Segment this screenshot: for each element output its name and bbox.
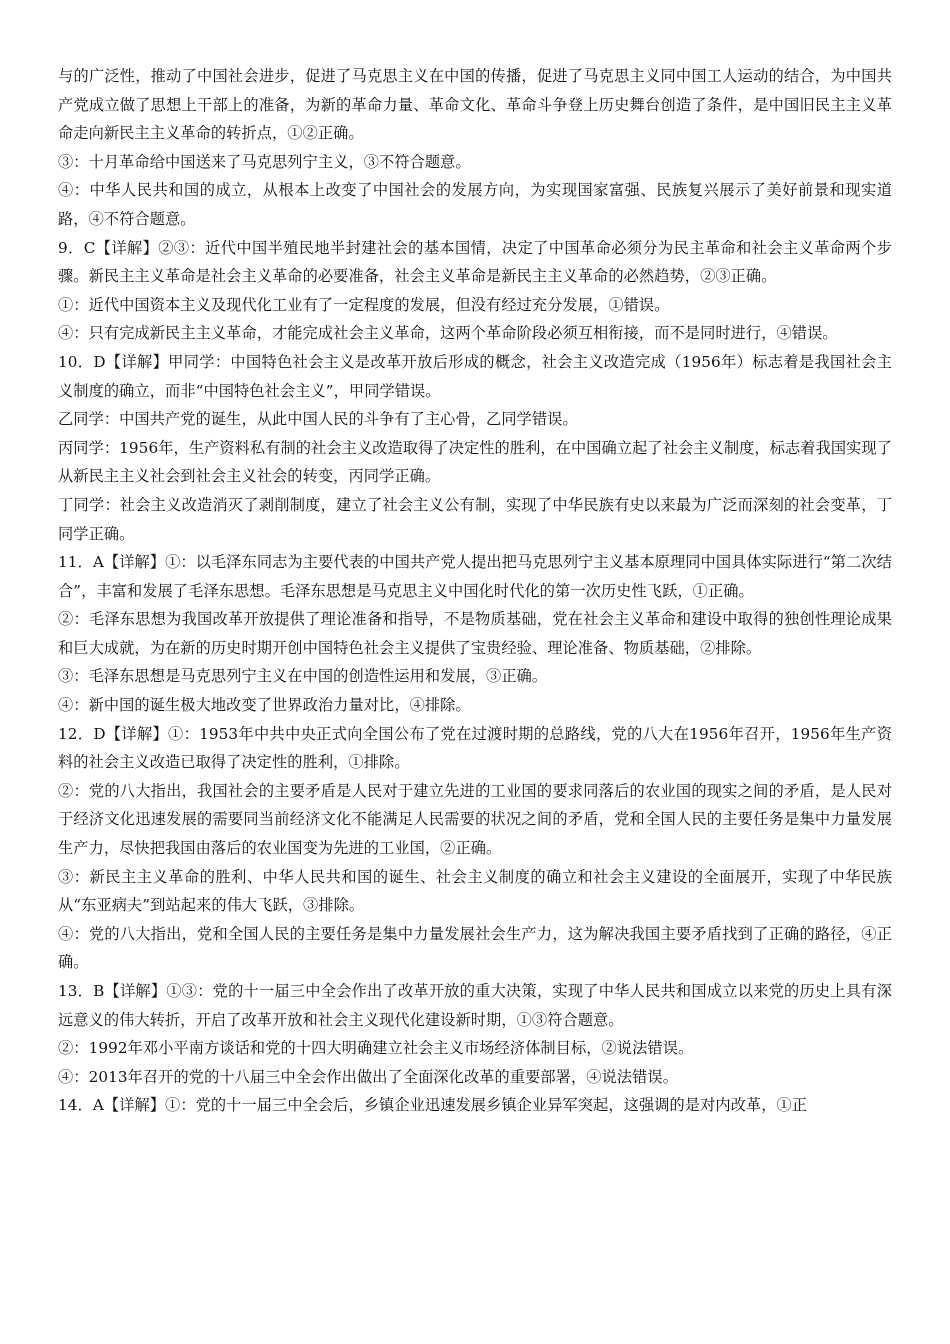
paragraph-q10-student-bing: 丙同学：1956年，生产资料私有制的社会主义改造取得了决定性的胜利，在中国确立起了社会主义制度，标志着我国实现了从新民主主义社会到社会主义社会的转变，丙同学正确。 [58,438,893,486]
paragraph-q8-option-3: ③：十月革命给中国送来了马克思列宁主义，③不符合题意。 [58,152,471,171]
paragraph-q9-answer: 9．C【详解】②③：近代中国半殖民地半封建社会的基本国情，决定了中国革命必须分为民主革命和社会主义革命两个步骤。新民主主义革命是社会主义革命的必要准备，社会主义革命是新民主主义革命的必然趋势，②③正确。 [58,238,892,286]
paragraph-q14-answer: 14．A【详解】①：党的十一届三中全会后，乡镇企业迅速发展乡镇企业异军突起，这强调的是对内改革，①正 [58,1096,808,1115]
paragraph-q12-answer: 12．D【详解】①：1953年中共中央正式向全国公布了党在过渡时期的总路线，党的八大在1956年召开，1956年生产资料的社会主义改造已取得了决定性的胜利，①排除。 [58,724,892,772]
paragraph-q12-option-2: ②：党的八大指出，我国社会的主要矛盾是人民对于建立先进的工业国的要求同落后的农业国的现实之间的矛盾，是人民对于经济文化迅速发展的需要同当前经济文化不能满足人民需要的状况之间的矛盾，党和全国人民的主要任务是集中力量发展生产力，尽快把我国由落后的农业国变为先进的工业国，②正确。 [58,781,892,858]
paragraph-q13-option-4: ④：2013年召开的党的十八届三中全会作出做出了全面深化改革的重要部署，④说法错误。 [58,1067,678,1086]
paragraph-q10-student-ding: 丁同学：社会主义改造消灭了剥削制度，建立了社会主义公有制，实现了中华民族有史以来最为广泛而深刻的社会变革，丁同学正确。 [58,495,892,543]
paragraph-q8-continued: 与的广泛性，推动了中国社会进步，促进了马克思主义在中国的传播，促进了马克思主义同中国工人运动的结合，为中国共产党成立做了思想上干部上的准备，为新的革命力量、革命文化、革命斗争登上历史舞台创造了条件，是中国旧民主主义革命走向新民主主义革命的转折点，①②正确。 [58,67,892,143]
paragraph-q9-option-4: ④：只有完成新民主主义革命，才能完成社会主义革命，这两个革命阶段必须互相衔接，而不是同时进行，④错误。 [58,324,838,343]
paragraph-q11-option-3: ③：毛泽东思想是马克思列宁主义在中国的创造性运用和发展，③正确。 [58,667,548,686]
paragraph-q11-option-2: ②：毛泽东思想为我国改革开放提供了理论准备和指导，不是物质基础，党在社会主义革命和建设中取得的独创性理论成果和巨大成就，为在新的历史时期开创中国特色社会主义提供了宝贵经验、理论准备、物质基础，②排除。 [58,610,892,657]
paragraph-q9-option-1: ①：近代中国资本主义及现代化工业有了一定程度的发展，但没有经过充分发展，①错误。 [58,295,670,314]
paragraph-q12-option-4: ④：党的八大指出，党和全国人民的主要任务是集中力量发展社会生产力，这为解决我国主要矛盾找到了正确的路径，④正确。 [58,924,892,972]
paragraph-q10-answer: 10．D【详解】甲同学：中国特色社会主义是改革开放后形成的概念，社会主义改造完成（1956年）标志着是我国社会主义制度的确立，而非“中国特色社会主义”，甲同学错误。 [58,352,892,400]
paragraph-q11-answer: 11．A【详解】①：以毛泽东同志为主要代表的中国共产党人提出把马克思列宁主义基本原理同中国具体实际进行“第二次结合”，丰富和发展了毛泽东思想。毛泽东思想是马克思主义中国化时代化的第一次历史性飞跃，①正确。 [58,553,892,600]
answer-explanation-page [58,62,892,1120]
paragraph-q12-option-3: ③：新民主主义革命的胜利、中华人民共和国的诞生、社会主义制度的确立和社会主义建设的全面展开，实现了中华民族从“东亚病夫”到站起来的伟大飞跃，③排除。 [58,867,892,915]
paragraph-q13-answer: 13．B【详解】①③：党的十一届三中全会作出了改革开放的重大决策，实现了中华人民共和国成立以来党的历史上具有深远意义的伟大转折，开启了改革开放和社会主义现代化建设新时期，①③符合题意。 [58,982,892,1029]
paragraph-q10-student-yi: 乙同学：中国共产党的诞生，从此中国人民的斗争有了主心骨，乙同学错误。 [58,410,578,429]
paragraph-q8-option-4: ④：中华人民共和国的成立，从根本上改变了中国社会的发展方向，为实现国家富强、民族复兴展示了美好前景和现实道路，④不符合题意。 [58,181,892,228]
paragraph-q13-option-2: ②：1992年邓小平南方谈话和党的十四大明确建立社会主义市场经济体制目标，②说法错误。 [58,1039,694,1058]
paragraph-q11-option-4: ④：新中国的诞生极大地改变了世界政治力量对比，④排除。 [58,696,471,715]
